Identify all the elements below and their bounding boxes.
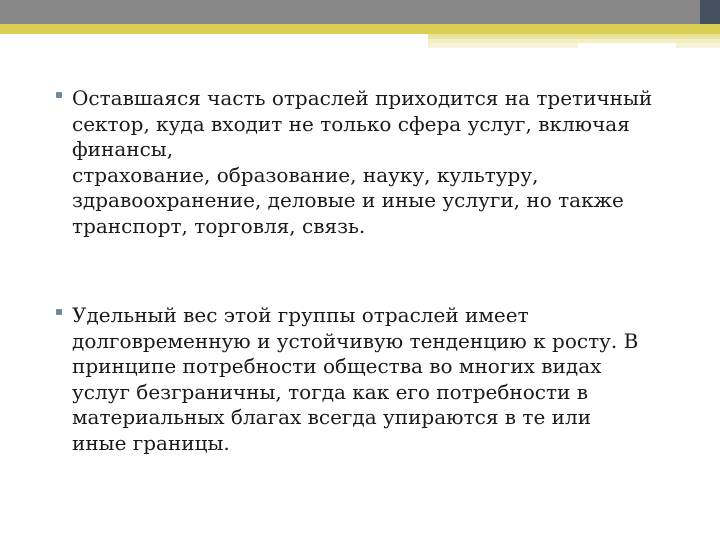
corner-block: [700, 0, 720, 24]
bullet-item: [56, 86, 686, 239]
bullet-text: Удельный вес этой группы отраслей имеет долговременную и устойчивую тенденцию к росту. В принципе потребности общества во многих видах услуг безграничны, тогда как его потребности в материальных благах всегда упираются в те или иные границы.: [72, 303, 639, 455]
top-banner: [0, 0, 700, 24]
bullet-item: [56, 303, 686, 456]
bullet-icon: [56, 92, 62, 98]
accent-stripe-light: [428, 43, 578, 48]
accent-stripe-light: [676, 43, 720, 48]
bullet-icon: [56, 309, 62, 315]
bullet-text: Оставшаяся часть отраслей приходится на третичный сектор, куда входит не только сфера услуг, включая финансы, страхование, образование, науку, культуру, здравоохранение, деловые и иные услуги, но также транспорт, торговля, связь.: [72, 86, 653, 238]
accent-stripe: [0, 24, 720, 34]
